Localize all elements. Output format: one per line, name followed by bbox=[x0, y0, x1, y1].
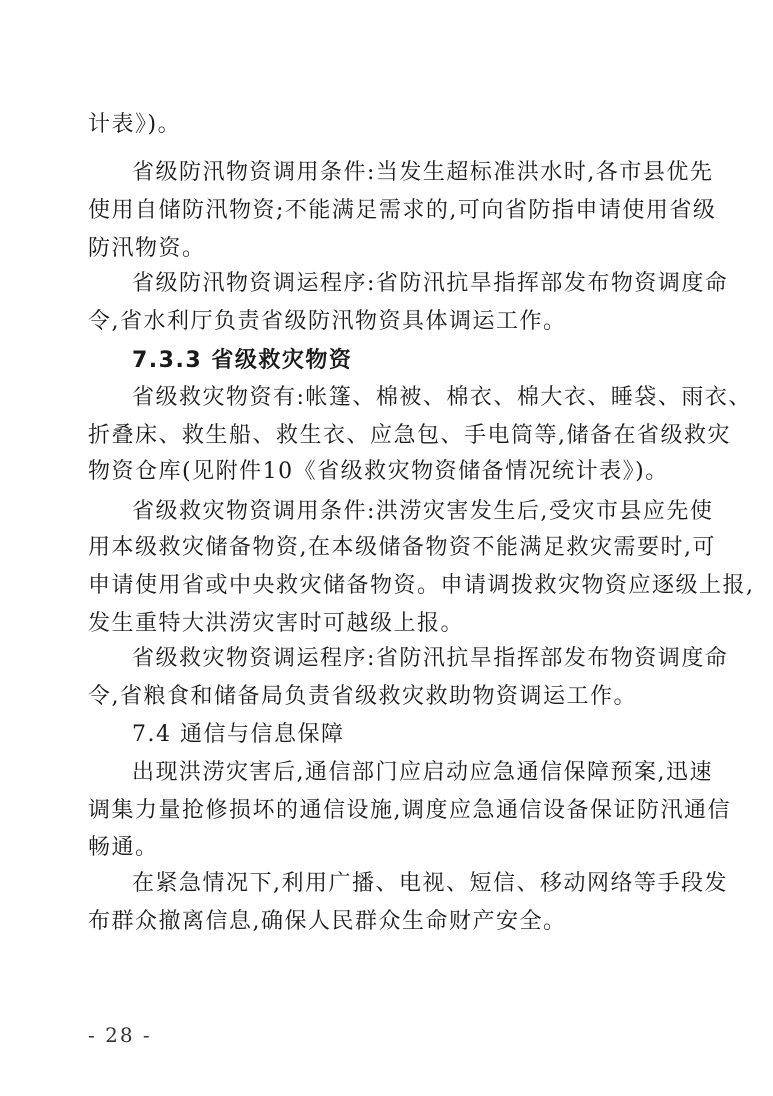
paragraph-line: 令,省水利厅负责省级防汛物资具体调运工作。 bbox=[88, 309, 567, 334]
paragraph-line: 防汛物资。 bbox=[88, 236, 206, 261]
section-heading-7-3-3 bbox=[132, 346, 732, 375]
paragraph-line: 出现洪涝灾害后,通信部门应启动应急通信保障预案,迅速 bbox=[132, 760, 713, 785]
paragraph-line: 布群众撤离信息,确保人民群众生命财产安全。 bbox=[88, 909, 567, 934]
paragraph-line: 省级防汛物资调运程序:省防汛抗旱指挥部发布物资调度命 bbox=[132, 271, 729, 296]
heading-number: 7.3.3 bbox=[132, 348, 203, 373]
paragraph-line: 畅通。 bbox=[88, 835, 159, 860]
paragraph-line: 发生重特大洪涝灾害时可越级上报。 bbox=[88, 611, 465, 636]
section-heading-7-4: 7.4 通信与信息保障 bbox=[132, 722, 345, 747]
paragraph-line: 折叠床、救生船、救生衣、应急包、手电筒等,储备在省级救灾 bbox=[88, 423, 731, 448]
paragraph-line: 用本级救灾储备物资,在本级储备物资不能满足救灾需要时,可 bbox=[88, 535, 716, 560]
paragraph-line: 在紧急情况下,利用广播、电视、短信、移动网络等手段发 bbox=[132, 871, 728, 896]
paragraph-line: 使用自储防汛物资;不能满足需求的,可向省防指申请使用省级 bbox=[88, 198, 717, 223]
paragraph-line: 物资仓库(见附件10《省级救灾物资储备情况统计表》)。 bbox=[88, 459, 669, 484]
page-number: - 28 - bbox=[88, 1023, 152, 1047]
paragraph-line: 计表》)。 bbox=[88, 112, 182, 137]
paragraph-line: 省级救灾物资调运程序:省防汛抗旱指挥部发布物资调度命 bbox=[132, 646, 729, 671]
paragraph-line: 申请使用省或中央救灾储备物资。申请调拨救灾物资应逐级上报, bbox=[88, 573, 755, 598]
heading-title: 省级救灾物资 bbox=[211, 347, 353, 373]
paragraph-line: 省级防汛物资调用条件:当发生超标准洪水时,各市县优先 bbox=[132, 160, 714, 185]
paragraph-line: 令,省粮食和储备局负责省级救灾救助物资调运工作。 bbox=[88, 684, 637, 709]
paragraph-line: 调集力量抢修损坏的通信设施,调度应急通信设备保证防汛通信 bbox=[88, 798, 731, 823]
paragraph-line: 省级救灾物资有:帐篷、棉被、棉衣、棉大衣、睡袋、雨衣、 bbox=[132, 385, 752, 410]
paragraph-line: 省级救灾物资调用条件:洪涝灾害发生后,受灾市县应先使 bbox=[132, 499, 714, 524]
